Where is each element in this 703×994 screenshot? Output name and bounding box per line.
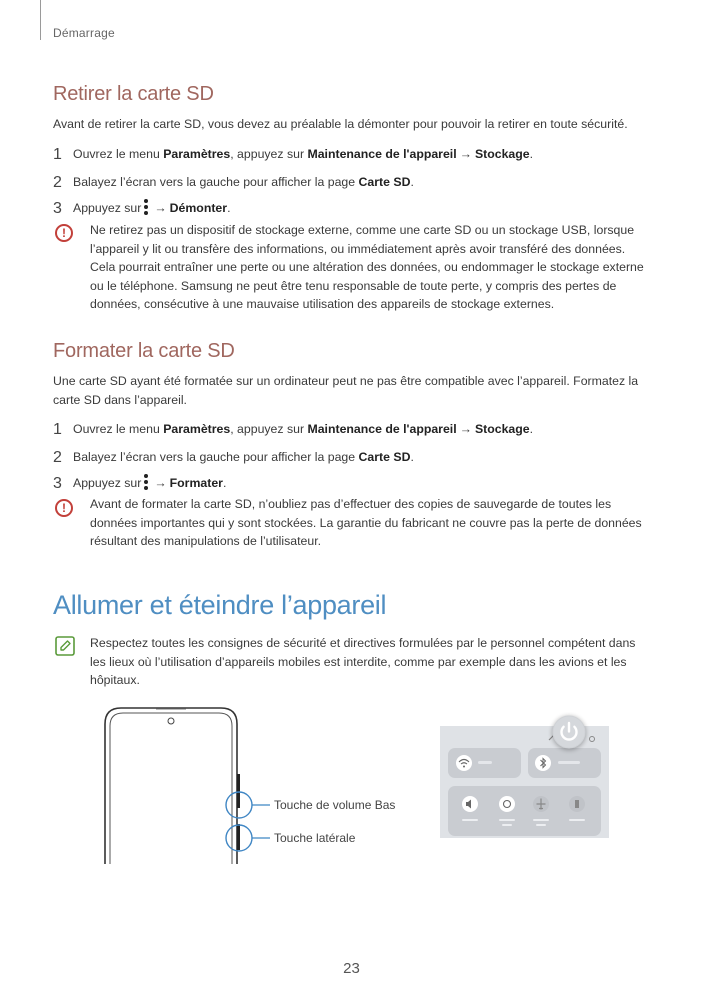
step-text: . — [410, 175, 414, 189]
arrow-icon: → — [459, 147, 472, 161]
format-step-3 — [53, 473, 663, 493]
remove-warning: Ne retirez pas un dispositif de stockage externe, comme une carte SD ou un stockage USB, lorsque l’appareil y lit ou transfère des informations, ou immédiatement après avoir transféré des données. Cela pourrait entraîner une perte ou une altération des données, ou endommager le stockage externe ou le téléphone. Samsung ne peut être tenu responsable de toute perte, y compris des pertes de données, consécutive à une mauvaise utilisation des appareils de stockage externes. — [90, 223, 644, 311]
power-note: Respectez toutes les consignes de sécurité et directives formulées par le personnel compétent dans les lieux où l’utilisation d’appareils mobiles est interdite, comme par exemple dans les avions et les hôpitaux. — [90, 636, 636, 687]
step-text: , appuyez sur — [230, 147, 308, 161]
step-text: . — [410, 450, 414, 464]
label-side-key: Touche latérale — [274, 831, 356, 845]
warning-icon: ! — [55, 224, 73, 242]
step-text: . — [529, 422, 534, 436]
format-step-2 — [53, 448, 663, 467]
step-text: Appuyez sur — [73, 476, 142, 490]
step-text: Ouvrez le menu — [73, 147, 164, 161]
step-text: Appuyez sur — [73, 201, 142, 215]
page-number: 23 — [343, 960, 360, 977]
page-carte-sd: Carte SD — [358, 175, 411, 189]
menu-stockage: Stockage — [474, 422, 530, 436]
more-options-icon — [142, 198, 150, 216]
step-text: . — [227, 201, 231, 215]
step-text: Balayez l’écran vers la gauche pour afficher la page — [73, 175, 359, 189]
remove-step-2 — [53, 173, 663, 192]
menu-maintenance: Maintenance de l'appareil — [307, 147, 457, 161]
step-number: 2 — [53, 449, 62, 466]
step-text: . — [222, 476, 227, 490]
rotate-toggle-icon — [499, 796, 515, 812]
remove-step-1 — [53, 145, 663, 164]
step-number: 2 — [53, 174, 62, 191]
header-rule — [40, 0, 41, 40]
more-options-icon — [142, 473, 150, 491]
warning-icon: ! — [55, 499, 73, 517]
section-title-format: Formater la carte SD — [53, 340, 235, 362]
step-number: 1 — [53, 421, 62, 438]
step-number: 1 — [53, 146, 62, 163]
step-text: Balayez l’écran vers la gauche pour afficher la page — [73, 450, 359, 464]
arrow-icon: → — [154, 201, 167, 215]
format-intro: Une carte SD ayant été formatée sur un ordinateur peut ne pas être compatible avec l’appareil. Formatez la carte SD dans l’appareil. — [53, 374, 639, 407]
arrow-icon: → — [154, 476, 167, 490]
option-demonter: Démonter — [169, 201, 228, 215]
header-section-label: Démarrage — [53, 26, 115, 40]
arrow-icon: → — [459, 422, 472, 436]
label-volume-down: Touche de volume Bas — [274, 798, 396, 812]
step-number: 3 — [53, 200, 62, 217]
format-warning: Avant de formater la carte SD, n’oubliez pas d’effectuer des copies de sauvegarde de toutes les données importantes qui y sont stockées. La garantie du fabricant ne couvre pas la perte de données résultant des manipulations de l’utilisateur. — [90, 497, 642, 548]
quick-panel-illustration — [438, 712, 613, 840]
remove-step-3 — [53, 198, 663, 218]
remove-intro: Avant de retirer la carte SD, vous devez au préalable la démonter pour pouvoir la retirer en toute sécurité. — [53, 117, 628, 131]
step-text: . — [529, 147, 534, 161]
step-text: , appuyez sur — [230, 422, 308, 436]
page-carte-sd: Carte SD — [358, 450, 411, 464]
option-formater: Formater — [169, 476, 223, 490]
menu-parametres: Paramètres — [163, 422, 231, 436]
step-text: Ouvrez le menu — [73, 422, 164, 436]
menu-maintenance: Maintenance de l'appareil — [307, 422, 457, 436]
format-step-1 — [53, 420, 663, 439]
note-icon — [55, 636, 75, 656]
section-title-remove: Retirer la carte SD — [53, 83, 214, 105]
step-number: 3 — [53, 475, 62, 492]
menu-parametres: Paramètres — [163, 147, 231, 161]
main-title-power: Allumer et éteindre l’appareil — [53, 590, 387, 620]
menu-stockage: Stockage — [474, 147, 530, 161]
phone-side-illustration — [98, 706, 270, 864]
